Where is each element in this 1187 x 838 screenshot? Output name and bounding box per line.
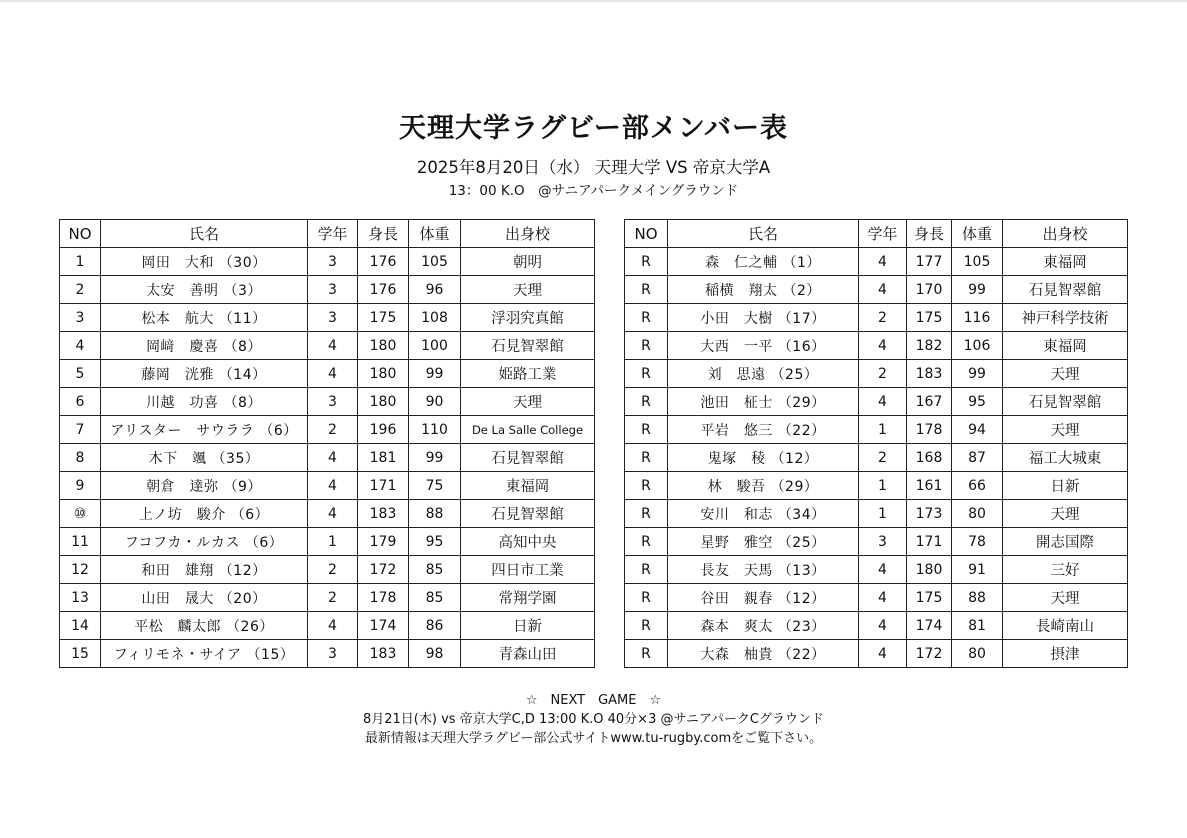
- cell-grade: 4: [859, 388, 907, 416]
- cell-school: 神戸科学技術: [1003, 304, 1128, 332]
- cell-no: 1: [60, 248, 101, 276]
- cell-name: フィリモネ・サイア （15）: [101, 640, 308, 668]
- cell-height: 168: [907, 444, 952, 472]
- cell-grade: 4: [308, 472, 358, 500]
- cell-weight: 99: [409, 360, 461, 388]
- table-row: [60, 584, 595, 612]
- cell-grade: 3: [859, 528, 907, 556]
- cell-weight: 88: [409, 500, 461, 528]
- table-row: [60, 248, 595, 276]
- column-header-name: 氏名: [668, 220, 859, 248]
- cell-name: アリスター サウララ （6）: [101, 416, 308, 444]
- cell-no: 4: [60, 332, 101, 360]
- cell-grade: 1: [859, 416, 907, 444]
- cell-no: R: [625, 276, 668, 304]
- column-header-weight: 体重: [409, 220, 461, 248]
- cell-name: 大森 柚貴 （22）: [668, 640, 859, 668]
- table-row: [60, 640, 595, 668]
- cell-grade: 3: [308, 248, 358, 276]
- cell-school: 浮羽究真館: [461, 304, 595, 332]
- cell-height: 177: [907, 248, 952, 276]
- cell-weight: 96: [409, 276, 461, 304]
- cell-no: R: [625, 584, 668, 612]
- cell-weight: 99: [409, 444, 461, 472]
- table-row: [60, 304, 595, 332]
- table-row: [60, 444, 595, 472]
- column-header-height: 身長: [358, 220, 409, 248]
- cell-grade: 2: [859, 304, 907, 332]
- cell-height: 173: [907, 500, 952, 528]
- cell-no: 11: [60, 528, 101, 556]
- cell-no: R: [625, 612, 668, 640]
- cell-name: 安川 和志 （34）: [668, 500, 859, 528]
- table-row: [625, 640, 1128, 668]
- cell-name: 太安 善明 （3）: [101, 276, 308, 304]
- next-game-heading: ☆ NEXT GAME ☆: [525, 693, 662, 708]
- cell-height: 182: [907, 332, 952, 360]
- cell-school: 長崎南山: [1003, 612, 1128, 640]
- page-title: 天理大学ラグビー部メンバー表: [398, 113, 789, 144]
- cell-name: 藤岡 洸雅 （14）: [101, 360, 308, 388]
- cell-grade: 4: [308, 360, 358, 388]
- cell-name: 川越 功喜 （8）: [101, 388, 308, 416]
- cell-grade: 4: [859, 612, 907, 640]
- column-header-grade: 学年: [859, 220, 907, 248]
- reserves-body: [625, 248, 1128, 668]
- column-header-no: NO: [60, 220, 101, 248]
- cell-grade: 4: [859, 248, 907, 276]
- cell-height: 170: [907, 276, 952, 304]
- cell-school: De La Salle College: [461, 416, 595, 444]
- cell-school: 石見智翠館: [461, 444, 595, 472]
- cell-height: 183: [358, 500, 409, 528]
- cell-name: 林 駿吾 （29）: [668, 472, 859, 500]
- cell-weight: 105: [952, 248, 1003, 276]
- cell-height: 171: [907, 528, 952, 556]
- cell-no: ⑩: [60, 500, 101, 528]
- table-row: [625, 612, 1128, 640]
- cell-no: 8: [60, 444, 101, 472]
- column-header-grade: 学年: [308, 220, 358, 248]
- cell-weight: 80: [952, 500, 1003, 528]
- cell-grade: 4: [859, 556, 907, 584]
- cell-school: 日新: [1003, 472, 1128, 500]
- cell-grade: 1: [859, 472, 907, 500]
- match-subtitle: 2025年8月20日（水） 天理大学 VS 帝京大学A: [416, 158, 771, 177]
- cell-weight: 108: [409, 304, 461, 332]
- cell-school: 天理: [1003, 584, 1128, 612]
- cell-school: 石見智翠館: [1003, 276, 1128, 304]
- cell-name: 平岩 悠三 （22）: [668, 416, 859, 444]
- cell-grade: 1: [308, 528, 358, 556]
- cell-weight: 81: [952, 612, 1003, 640]
- cell-school: 天理: [1003, 360, 1128, 388]
- cell-weight: 116: [952, 304, 1003, 332]
- kickoff-info: 13：00 K.O @サニアパークメイングラウンド: [448, 183, 739, 199]
- cell-no: R: [625, 528, 668, 556]
- cell-height: 180: [358, 332, 409, 360]
- cell-no: R: [625, 248, 668, 276]
- cell-grade: 4: [308, 500, 358, 528]
- cell-height: 176: [358, 248, 409, 276]
- cell-weight: 99: [952, 276, 1003, 304]
- cell-height: 172: [907, 640, 952, 668]
- cell-weight: 75: [409, 472, 461, 500]
- cell-school: 高知中央: [461, 528, 595, 556]
- cell-height: 196: [358, 416, 409, 444]
- starters-header-row: [60, 220, 595, 248]
- cell-name: 松本 航大 （11）: [101, 304, 308, 332]
- cell-school: 東福岡: [1003, 332, 1128, 360]
- column-header-school: 出身校: [461, 220, 595, 248]
- cell-weight: 95: [952, 388, 1003, 416]
- table-row: [625, 388, 1128, 416]
- next-game-detail: 8月21日(木) vs 帝京大学C,D 13:00 K.O 40分×3 @サニアパークCグラウンド: [362, 712, 824, 727]
- cell-grade: 4: [859, 584, 907, 612]
- cell-school: 四日市工業: [461, 556, 595, 584]
- cell-weight: 110: [409, 416, 461, 444]
- cell-grade: 4: [308, 444, 358, 472]
- column-header-name: 氏名: [101, 220, 308, 248]
- cell-no: 9: [60, 472, 101, 500]
- cell-weight: 66: [952, 472, 1003, 500]
- table-row: [60, 472, 595, 500]
- cell-weight: 94: [952, 416, 1003, 444]
- cell-school: 石見智翠館: [1003, 388, 1128, 416]
- cell-no: R: [625, 304, 668, 332]
- column-header-school: 出身校: [1003, 220, 1128, 248]
- cell-height: 175: [907, 304, 952, 332]
- cell-name: 岡﨑 慶喜 （8）: [101, 332, 308, 360]
- cell-weight: 90: [409, 388, 461, 416]
- cell-no: 15: [60, 640, 101, 668]
- cell-school: 三好: [1003, 556, 1128, 584]
- cell-weight: 91: [952, 556, 1003, 584]
- cell-grade: 4: [308, 332, 358, 360]
- cell-height: 171: [358, 472, 409, 500]
- cell-school: 天理: [461, 276, 595, 304]
- cell-name: 和田 雄翔 （12）: [101, 556, 308, 584]
- starters-body: [60, 248, 595, 668]
- cell-school: 石見智翠館: [461, 332, 595, 360]
- cell-no: 5: [60, 360, 101, 388]
- cell-no: 3: [60, 304, 101, 332]
- cell-name: 長友 天馬 （13）: [668, 556, 859, 584]
- column-header-height: 身長: [907, 220, 952, 248]
- cell-name: 山田 晟大 （20）: [101, 584, 308, 612]
- table-row: [625, 528, 1128, 556]
- cell-name: フコフカ・ルカス （6）: [101, 528, 308, 556]
- column-header-weight: 体重: [952, 220, 1003, 248]
- cell-grade: 2: [308, 416, 358, 444]
- cell-no: 6: [60, 388, 101, 416]
- table-row: [60, 276, 595, 304]
- cell-school: 開志国際: [1003, 528, 1128, 556]
- cell-grade: 1: [859, 500, 907, 528]
- cell-name: 鬼塚 稜 （12）: [668, 444, 859, 472]
- cell-height: 183: [907, 360, 952, 388]
- cell-no: R: [625, 332, 668, 360]
- cell-no: 14: [60, 612, 101, 640]
- cell-weight: 98: [409, 640, 461, 668]
- table-row: [60, 416, 595, 444]
- table-row: [625, 360, 1128, 388]
- cell-height: 161: [907, 472, 952, 500]
- table-row: [625, 332, 1128, 360]
- cell-grade: 2: [859, 360, 907, 388]
- cell-grade: 3: [308, 276, 358, 304]
- column-header-no: NO: [625, 220, 668, 248]
- cell-grade: 2: [859, 444, 907, 472]
- cell-name: 岡田 大和 （30）: [101, 248, 308, 276]
- cell-weight: 85: [409, 556, 461, 584]
- cell-name: 小田 大樹 （17）: [668, 304, 859, 332]
- cell-height: 175: [358, 304, 409, 332]
- cell-height: 183: [358, 640, 409, 668]
- cell-height: 178: [907, 416, 952, 444]
- cell-height: 178: [358, 584, 409, 612]
- table-row: [60, 528, 595, 556]
- reserves-header-row: [625, 220, 1128, 248]
- cell-name: 木下 颯 （35）: [101, 444, 308, 472]
- cell-no: R: [625, 444, 668, 472]
- table-row: [60, 332, 595, 360]
- cell-weight: 78: [952, 528, 1003, 556]
- cell-name: 刘 思遠 （25）: [668, 360, 859, 388]
- table-row: [625, 444, 1128, 472]
- cell-no: R: [625, 640, 668, 668]
- cell-name: 池田 柾士 （29）: [668, 388, 859, 416]
- cell-name: 朝倉 達弥 （9）: [101, 472, 308, 500]
- cell-no: R: [625, 360, 668, 388]
- cell-school: 常翔学園: [461, 584, 595, 612]
- starters-table: [59, 219, 595, 668]
- cell-grade: 4: [859, 640, 907, 668]
- cell-grade: 2: [308, 556, 358, 584]
- cell-height: 167: [907, 388, 952, 416]
- cell-name: 上ノ坊 駿介 （6）: [101, 500, 308, 528]
- table-row: [60, 388, 595, 416]
- cell-school: 青森山田: [461, 640, 595, 668]
- cell-no: 12: [60, 556, 101, 584]
- table-row: [60, 556, 595, 584]
- table-row: [60, 360, 595, 388]
- table-row: [625, 472, 1128, 500]
- cell-name: 森 仁之輔 （1）: [668, 248, 859, 276]
- website-info: 最新情報は天理大学ラグビー部公式サイトwww.tu-rugby.comをご覧下さい。: [364, 731, 823, 746]
- cell-weight: 85: [409, 584, 461, 612]
- cell-grade: 2: [308, 584, 358, 612]
- cell-name: 稲横 翔太 （2）: [668, 276, 859, 304]
- cell-name: 森本 爽太 （23）: [668, 612, 859, 640]
- cell-grade: 4: [859, 332, 907, 360]
- cell-height: 176: [358, 276, 409, 304]
- cell-no: 2: [60, 276, 101, 304]
- cell-height: 180: [358, 388, 409, 416]
- cell-name: 谷田 親春 （12）: [668, 584, 859, 612]
- cell-weight: 105: [409, 248, 461, 276]
- cell-school: 東福岡: [461, 472, 595, 500]
- cell-weight: 95: [409, 528, 461, 556]
- cell-height: 180: [358, 360, 409, 388]
- cell-no: R: [625, 416, 668, 444]
- table-row: [625, 500, 1128, 528]
- top-border: [0, 0, 1187, 2]
- cell-weight: 100: [409, 332, 461, 360]
- cell-no: R: [625, 388, 668, 416]
- cell-name: 大西 一平 （16）: [668, 332, 859, 360]
- cell-weight: 88: [952, 584, 1003, 612]
- table-row: [625, 584, 1128, 612]
- cell-no: R: [625, 556, 668, 584]
- cell-no: 7: [60, 416, 101, 444]
- cell-school: 石見智翠館: [461, 500, 595, 528]
- cell-grade: 3: [308, 388, 358, 416]
- table-row: [625, 276, 1128, 304]
- cell-school: 朝明: [461, 248, 595, 276]
- cell-height: 172: [358, 556, 409, 584]
- cell-school: 日新: [461, 612, 595, 640]
- cell-school: 摂津: [1003, 640, 1128, 668]
- cell-height: 175: [907, 584, 952, 612]
- table-row: [625, 416, 1128, 444]
- cell-no: R: [625, 500, 668, 528]
- cell-height: 174: [907, 612, 952, 640]
- cell-name: 平松 麟太郎 （26）: [101, 612, 308, 640]
- table-row: [625, 248, 1128, 276]
- cell-height: 179: [358, 528, 409, 556]
- cell-grade: 3: [308, 304, 358, 332]
- cell-no: R: [625, 472, 668, 500]
- table-row: [60, 500, 595, 528]
- cell-no: 13: [60, 584, 101, 612]
- cell-weight: 80: [952, 640, 1003, 668]
- cell-grade: 3: [308, 640, 358, 668]
- cell-height: 174: [358, 612, 409, 640]
- table-row: [625, 556, 1128, 584]
- table-row: [625, 304, 1128, 332]
- cell-weight: 87: [952, 444, 1003, 472]
- reserves-table: [624, 219, 1128, 668]
- cell-height: 180: [907, 556, 952, 584]
- table-row: [60, 612, 595, 640]
- cell-grade: 4: [859, 276, 907, 304]
- cell-school: 姫路工業: [461, 360, 595, 388]
- cell-school: 東福岡: [1003, 248, 1128, 276]
- cell-name: 星野 雅空 （25）: [668, 528, 859, 556]
- cell-weight: 86: [409, 612, 461, 640]
- cell-height: 181: [358, 444, 409, 472]
- cell-weight: 106: [952, 332, 1003, 360]
- cell-school: 天理: [461, 388, 595, 416]
- cell-school: 天理: [1003, 500, 1128, 528]
- cell-grade: 4: [308, 612, 358, 640]
- cell-weight: 99: [952, 360, 1003, 388]
- cell-school: 福工大城東: [1003, 444, 1128, 472]
- cell-school: 天理: [1003, 416, 1128, 444]
